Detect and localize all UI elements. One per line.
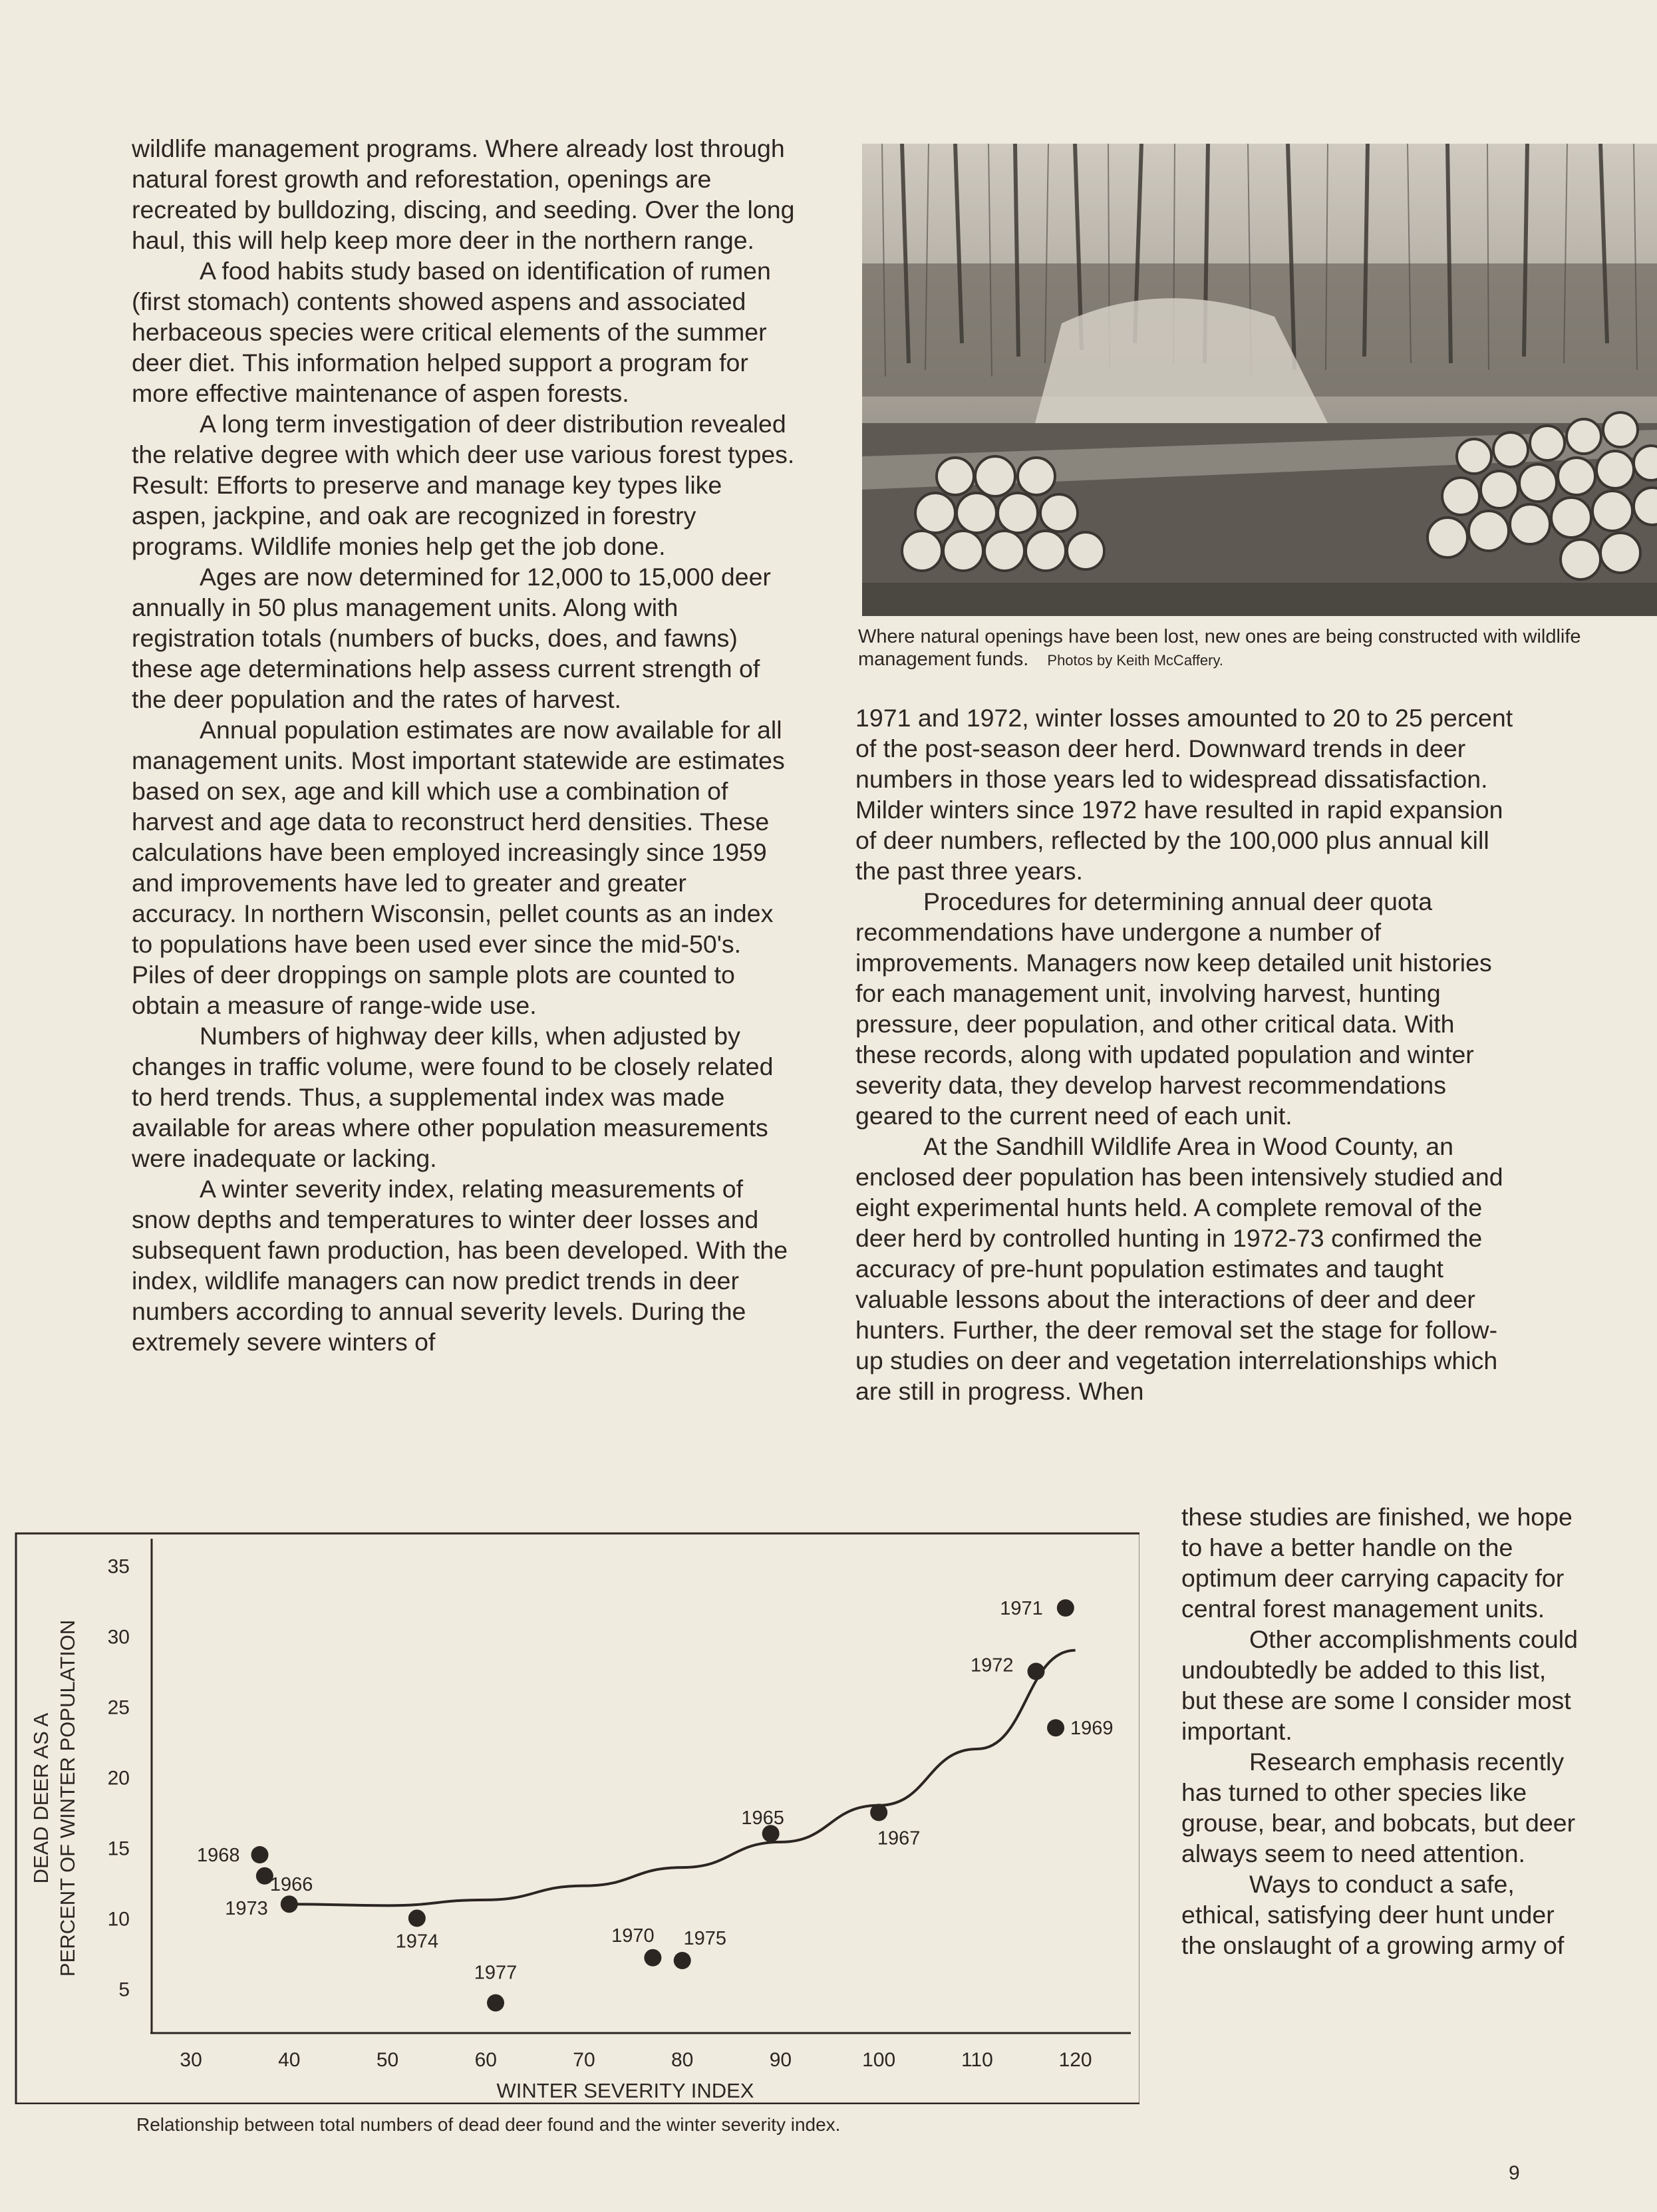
y-tick-label: 5: [118, 1978, 130, 2001]
x-tick-label: 40: [278, 2049, 301, 2071]
data-point-1967: [870, 1804, 887, 1821]
paragraph: Ages are now determined for 12,000 to 15,000 deer annually in 50 plus management units. Along with registration totals (numbers of bucks, does, and fawns) these age determinations help assess current strength of the deer population and the rates of harvest.: [132, 563, 771, 713]
paragraph: 1971 and 1972, winter losses amounted to 20 to 25 percent of the post-season deer herd. Downward trends in deer numbers in those years led to widespread dissatisfaction. Milder winters since 1972 have resulted in rapid expansion of deer numbers, reflected by the 100,000 plus annual kill the past three years.: [855, 704, 1513, 885]
data-point-1968: [251, 1846, 268, 1863]
photo-image: [862, 144, 1657, 616]
x-tick-label: 120: [1058, 2049, 1092, 2071]
data-label-1966: 1966: [269, 1873, 313, 1895]
chart-caption: Relationship between total numbers of dead deer found and the winter severity index.: [136, 2114, 841, 2135]
data-label-1968: 1968: [196, 1845, 240, 1866]
data-label-1972: 1972: [970, 1655, 1014, 1676]
paragraph: these studies are finished, we hope to have a better handle on the optimum deer carrying capacity for central forest management units.: [1181, 1503, 1573, 1623]
trend-curve: [289, 1651, 1076, 1906]
paragraph: A long term investigation of deer distribution revealed the relative degree with which deer use various forest types. Result: Efforts to preserve and manage key types like aspen, jackpine, and oak are recognized in forestry programs. Wildlife monies help get the job done.: [132, 410, 795, 560]
forest-clearing-photo: [862, 144, 1657, 616]
data-label-1967: 1967: [877, 1827, 921, 1849]
paragraph: Research emphasis recently has turned to other species like grouse, bear, and bobcats, but deer always seem to need attention.: [1181, 1748, 1576, 1867]
x-tick-label: 60: [474, 2049, 497, 2071]
y-tick-label: 15: [107, 1837, 130, 1860]
wrapped-text-column: [1181, 1501, 1581, 1961]
y-tick-label: 30: [107, 1626, 130, 1649]
x-axis-title: WINTER SEVERITY INDEX: [496, 2079, 754, 2102]
paragraph: Annual population estimates are now available for all management units. Most important statewide are estimates based on sex, age and kill which use a combination of harvest and age data to reconstruct herd densities. These calculations have been employed increasingly since 1959 and improvements have led to greater and greater accuracy. In northern Wisconsin, pellet counts as an index to populations have been used ever since the mid-50's. Piles of deer droppings on sample plots are counted to obtain a measure of range-wide use.: [132, 716, 785, 1019]
data-label-1965: 1965: [741, 1808, 784, 1829]
x-tick-label: 80: [671, 2049, 694, 2071]
chart-border: [16, 1533, 1139, 2104]
x-tick-label: 90: [769, 2049, 792, 2071]
paragraph: A food habits study based on identification of rumen (first stomach) contents showed aspens and associated herbaceous species were critical elements of the summer deer diet. This information helped support a program for more effective maintenance of aspen forests.: [132, 257, 771, 407]
data-label-1970: 1970: [611, 1925, 655, 1947]
data-point-1973: [281, 1895, 298, 1913]
data-point-1971: [1057, 1599, 1074, 1617]
data-label-1971: 1971: [1000, 1598, 1043, 1619]
x-tick-label: 70: [573, 2049, 595, 2071]
photo-caption-text: Where natural openings have been lost, new ones are being constructed with wildlife management funds.: [858, 626, 1581, 670]
chart-layer: [29, 1539, 1131, 2102]
deer-loss-scatter-chart: [13, 1532, 1139, 2104]
photo-credit: Photos by Keith McCaffery.: [1047, 652, 1223, 669]
data-point-1972: [1028, 1662, 1045, 1680]
data-point-1969: [1047, 1719, 1064, 1736]
paragraph: Ways to conduct a safe, ethical, satisfying deer hunt under the onslaught of a growing army of: [1181, 1870, 1565, 1959]
page-number: 9: [1509, 2162, 1520, 2184]
photo-caption: [858, 625, 1650, 672]
x-tick-label: 50: [376, 2049, 399, 2071]
data-point-1975: [674, 1952, 691, 1969]
data-label-1975: 1975: [683, 1928, 726, 1949]
data-point-1970: [644, 1949, 661, 1967]
y-tick-label: 35: [107, 1555, 130, 1578]
x-tick-label: 30: [180, 2049, 202, 2071]
data-label-1969: 1969: [1070, 1718, 1114, 1740]
x-tick-label: 100: [862, 2049, 896, 2071]
y-tick-label: 10: [107, 1908, 130, 1931]
y-tick-label: 20: [107, 1767, 130, 1790]
paragraph: Other accomplishments could undoubtedly be added to this list, but these are some I consider most important.: [1181, 1625, 1578, 1745]
y-tick-label: 25: [107, 1696, 130, 1719]
data-label-1974: 1974: [395, 1931, 439, 1953]
paragraph: wildlife management programs. Where already lost through natural forest growth and reforestation, openings are recreated by bulldozing, discing, and seeding. Over the long haul, this will help keep more deer in the northern range.: [132, 134, 795, 254]
right-text-column: [855, 703, 1521, 1406]
y-axis-title-line-1: DEAD DEER AS A: [29, 1712, 53, 1884]
data-point-1977: [487, 1994, 504, 2012]
y-axis-title-line-2: PERCENT OF WINTER POPULATION: [56, 1619, 79, 1977]
x-tick-label: 110: [961, 2049, 993, 2071]
paragraph: Numbers of highway deer kills, when adjusted by changes in traffic volume, were found to be closely related to herd trends. Thus, a supplemental index was made available for areas where other population measurements were inadequate or lacking.: [132, 1022, 774, 1172]
data-label-1977: 1977: [474, 1962, 518, 1984]
paragraph: At the Sandhill Wildlife Area in Wood County, an enclosed deer population has been intensively studied and eight experimental hunts held. A complete removal of the deer herd by controlled hunting in 1972-73 confirmed the accuracy of pre-hunt population estimates and taught valuable lessons about the interactions of deer and deer hunters. Further, the deer removal set the stage for follow-up studies on deer and vegetation interrelationships which are still in progress. When: [855, 1132, 1503, 1405]
paragraph: Procedures for determining annual deer quota recommendations have undergone a number of improvements. Managers now keep detailed unit histories for each management unit, involving harvest, hunting pressure, deer population, and other critical data. With these records, along with updated population and winter severity data, they develop harvest recommendations geared to the current need of each unit.: [855, 887, 1492, 1130]
data-point-1974: [408, 1909, 426, 1927]
paragraph: A winter severity index, relating measurements of snow depths and temperatures to winter deer losses and subsequent fawn production, has been developed. With the index, wildlife managers can now predict trends in deer numbers according to annual severity levels. During the extremely severe winters of: [132, 1175, 788, 1356]
data-label-1973: 1973: [225, 1898, 268, 1920]
left-text-column: [132, 133, 797, 1357]
